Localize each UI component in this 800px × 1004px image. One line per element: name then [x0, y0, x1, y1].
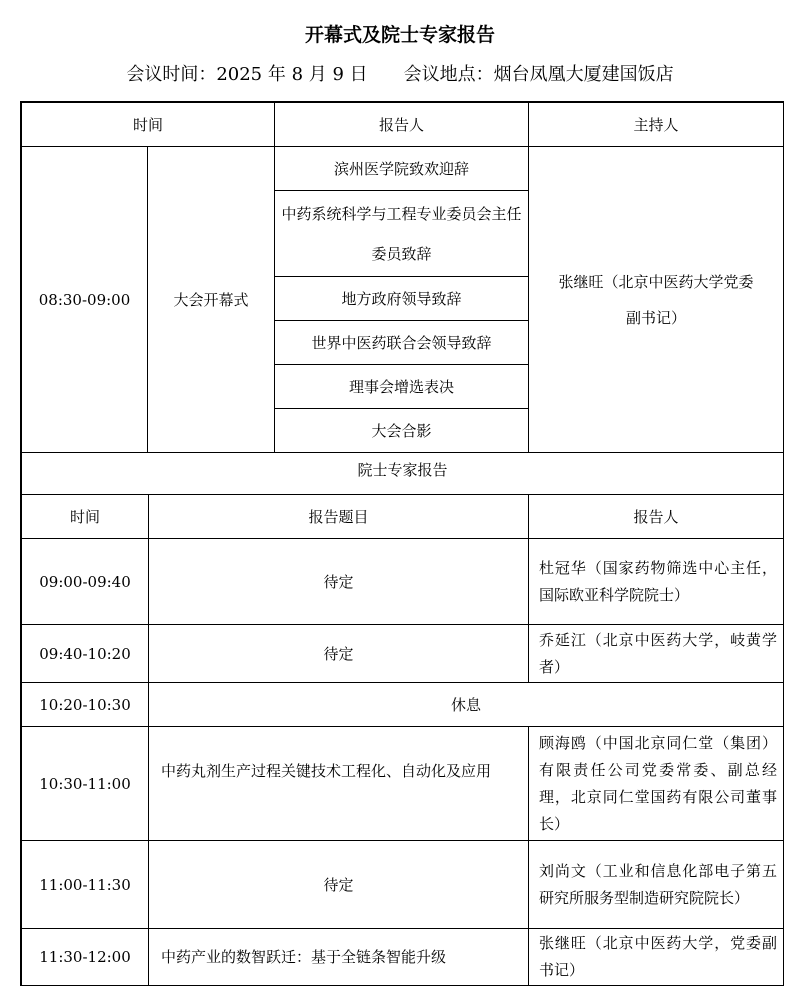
- meeting-place: 会议地点：烟台凤凰大厦建国饭店: [403, 64, 674, 85]
- report-speaker: 张继旺（北京中医药大学，党委副书记）: [528, 928, 784, 986]
- reports-section-title: 院士专家报告: [20, 452, 784, 494]
- report-topic: 待定: [148, 840, 528, 928]
- opening-host: 张继旺（北京中医药大学党委副书记）: [528, 146, 784, 452]
- report-break: 休息: [148, 682, 784, 726]
- opening-item: 地方政府领导致辞: [274, 276, 528, 320]
- report-time: 11:30-12:00: [20, 928, 148, 986]
- opening-item: 理事会增选表决: [274, 364, 528, 408]
- report-time: 09:00-09:40: [20, 538, 148, 624]
- report-time: 11:00-11:30: [20, 840, 148, 928]
- report-topic: 待定: [148, 624, 528, 682]
- report-topic: 待定: [148, 538, 528, 624]
- opening-header-time: 时间: [20, 102, 274, 146]
- opening-item: 滨州医学院致欢迎辞: [274, 146, 528, 190]
- reports-header-time: 时间: [20, 494, 148, 538]
- reports-header-speaker: 报告人: [528, 494, 784, 538]
- report-topic: 中药丸剂生产过程关键技术工程化、自动化及应用: [148, 726, 528, 840]
- meeting-info: [0, 62, 800, 88]
- report-time: 09:40-10:20: [20, 624, 148, 682]
- report-time: 10:30-11:00: [20, 726, 148, 840]
- meeting-time: 会议时间：2025 年 8 月 9 日: [126, 64, 368, 85]
- opening-header-speaker: 报告人: [274, 102, 528, 146]
- report-topic: 中药产业的数智跃迁：基于全链条智能升级: [148, 928, 528, 986]
- reports-header-topic: 报告题目: [148, 494, 528, 538]
- opening-session: 大会开幕式: [147, 146, 274, 452]
- opening-item: 世界中医药联合会领导致辞: [274, 320, 528, 364]
- report-speaker: 刘尚文（工业和信息化部电子第五研究所服务型制造研究院院长）: [528, 840, 784, 928]
- report-time: 10:20-10:30: [20, 682, 148, 726]
- report-speaker: 杜冠华（国家药物筛选中心主任，国际欧亚科学院院士）: [528, 538, 784, 624]
- page-title: 开幕式及院士专家报告: [304, 24, 495, 46]
- opening-item: 中药系统科学与工程专业委员会主任委员致辞: [274, 190, 528, 276]
- opening-item: 大会合影: [274, 408, 528, 452]
- opening-time: 08:30-09:00: [20, 146, 147, 452]
- opening-header-host: 主持人: [528, 102, 784, 146]
- report-speaker: 顾海鸥（中国北京同仁堂（集团）有限责任公司党委常委、副总经理，北京同仁堂国药有限公司董事长）: [528, 726, 784, 840]
- report-speaker: 乔延江（北京中医药大学，岐黄学者）: [528, 624, 784, 682]
